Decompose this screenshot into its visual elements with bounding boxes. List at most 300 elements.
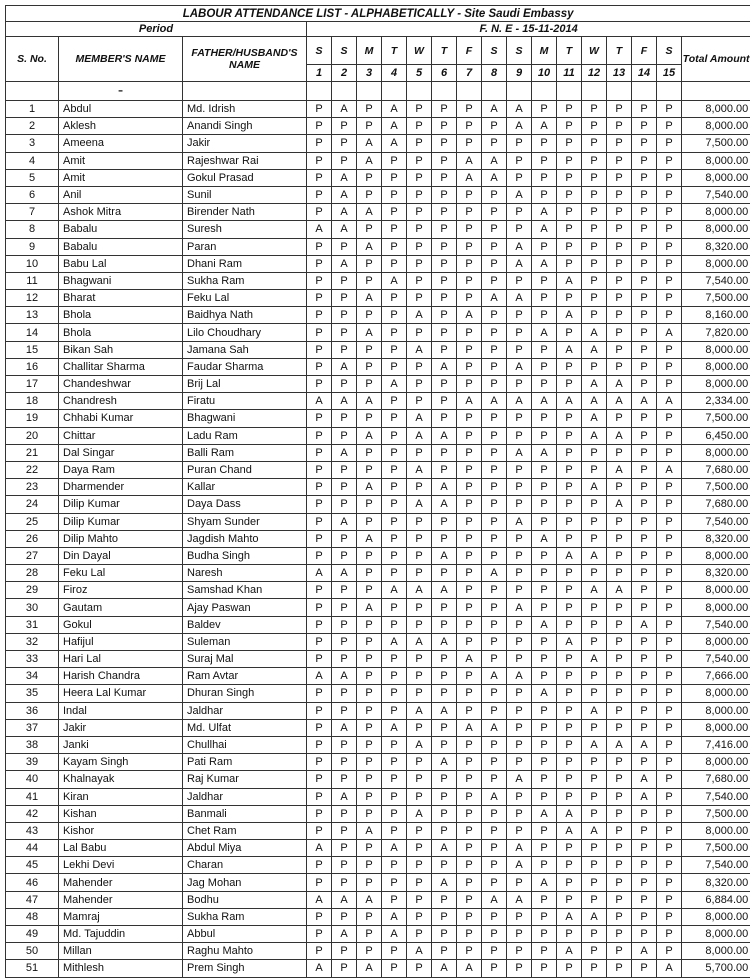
attendance-mark: P	[657, 204, 682, 221]
attendance-mark: P	[557, 754, 582, 771]
attendance-mark: P	[482, 771, 507, 788]
attendance-mark: A	[332, 891, 357, 908]
member-name: Anil	[59, 186, 183, 203]
attendance-mark: A	[307, 565, 332, 582]
attendance-mark: P	[632, 874, 657, 891]
attendance-mark: P	[457, 186, 482, 203]
attendance-mark: P	[382, 204, 407, 221]
attendance-mark: A	[557, 341, 582, 358]
attendance-mark: P	[432, 444, 457, 461]
attendance-mark: P	[457, 943, 482, 960]
attendance-mark: P	[382, 324, 407, 341]
attendance-mark: P	[357, 118, 382, 135]
attendance-mark: A	[507, 444, 532, 461]
attendance-mark: P	[557, 513, 582, 530]
table-row	[6, 272, 750, 289]
attendance-mark: P	[632, 341, 657, 358]
attendance-mark: A	[557, 908, 582, 925]
attendance-mark: P	[457, 513, 482, 530]
attendance-mark: P	[607, 874, 632, 891]
attendance-mark: P	[307, 702, 332, 719]
attendance-mark: P	[432, 204, 457, 221]
attendance-mark: P	[357, 410, 382, 427]
attendance-mark: P	[357, 840, 382, 857]
father-name: Ajay Paswan	[183, 599, 307, 616]
attendance-mark: P	[307, 926, 332, 943]
attendance-mark: P	[582, 754, 607, 771]
attendance-mark: A	[532, 118, 557, 135]
attendance-mark: P	[582, 204, 607, 221]
table-row	[6, 960, 750, 977]
member-name: Millan	[59, 943, 183, 960]
attendance-mark: A	[507, 840, 532, 857]
attendance-mark: P	[432, 461, 457, 478]
father-name: Dhuran Singh	[183, 685, 307, 702]
attendance-mark: P	[507, 822, 532, 839]
total-amount: 8,000.00	[682, 719, 750, 736]
father-name: Baldev	[183, 616, 307, 633]
day-number: 12	[582, 65, 607, 82]
attendance-mark: P	[532, 754, 557, 771]
table-row	[6, 410, 750, 427]
attendance-mark: P	[657, 822, 682, 839]
father-name: Faudar Sharma	[183, 358, 307, 375]
attendance-mark: A	[307, 960, 332, 977]
attendance-mark: A	[632, 393, 657, 410]
serial-number: 23	[6, 479, 59, 496]
attendance-mark: P	[582, 255, 607, 272]
attendance-mark: P	[607, 668, 632, 685]
attendance-mark: P	[457, 221, 482, 238]
attendance-mark: P	[607, 943, 632, 960]
attendance-mark: P	[582, 444, 607, 461]
father-name: Pati Ram	[183, 754, 307, 771]
attendance-mark: P	[457, 358, 482, 375]
attendance-mark: P	[657, 444, 682, 461]
attendance-mark: P	[557, 152, 582, 169]
attendance-mark: A	[482, 891, 507, 908]
attendance-mark: P	[457, 238, 482, 255]
attendance-mark: P	[307, 186, 332, 203]
attendance-mark: P	[557, 238, 582, 255]
day-header: T	[607, 37, 632, 65]
attendance-mark: P	[657, 582, 682, 599]
attendance-mark: P	[507, 874, 532, 891]
attendance-mark: P	[657, 685, 682, 702]
attendance-mark: P	[557, 376, 582, 393]
attendance-mark: A	[332, 926, 357, 943]
attendance-mark: P	[582, 238, 607, 255]
attendance-mark: P	[632, 805, 657, 822]
attendance-mark: P	[407, 530, 432, 547]
member-name: Abdul	[59, 101, 183, 118]
attendance-mark: P	[407, 444, 432, 461]
total-amount: 8,000.00	[682, 943, 750, 960]
day-number: 1	[307, 65, 332, 82]
serial-number: 25	[6, 513, 59, 530]
attendance-mark: P	[457, 736, 482, 753]
total-amount: 7,500.00	[682, 290, 750, 307]
member-name: Khalnayak	[59, 771, 183, 788]
attendance-mark: P	[382, 479, 407, 496]
attendance-mark: P	[557, 788, 582, 805]
attendance-mark: P	[632, 530, 657, 547]
table-row	[6, 840, 750, 857]
attendance-table	[5, 5, 750, 978]
attendance-mark: P	[307, 290, 332, 307]
attendance-mark: P	[507, 736, 532, 753]
serial-number: 42	[6, 805, 59, 822]
attendance-mark: P	[557, 186, 582, 203]
attendance-mark: P	[407, 221, 432, 238]
attendance-mark: P	[332, 771, 357, 788]
serial-number: 49	[6, 926, 59, 943]
serial-number: 38	[6, 736, 59, 753]
attendance-mark: P	[657, 874, 682, 891]
attendance-mark: P	[657, 926, 682, 943]
attendance-mark: P	[482, 427, 507, 444]
attendance-mark: P	[357, 668, 382, 685]
attendance-mark: P	[557, 324, 582, 341]
attendance-mark: P	[457, 530, 482, 547]
attendance-mark: P	[632, 857, 657, 874]
father-name: Budha Singh	[183, 547, 307, 564]
attendance-mark: P	[332, 651, 357, 668]
attendance-mark: P	[507, 341, 532, 358]
attendance-mark: A	[382, 908, 407, 925]
table-row	[6, 427, 750, 444]
total-amount: 7,680.00	[682, 461, 750, 478]
attendance-mark: P	[632, 255, 657, 272]
member-name: Chandresh	[59, 393, 183, 410]
attendance-mark: P	[657, 307, 682, 324]
member-name: Kishan	[59, 805, 183, 822]
attendance-mark: P	[557, 444, 582, 461]
attendance-mark: P	[382, 805, 407, 822]
total-amount: 7,540.00	[682, 186, 750, 203]
total-amount: 8,000.00	[682, 376, 750, 393]
attendance-mark: P	[457, 891, 482, 908]
attendance-mark: P	[332, 822, 357, 839]
attendance-mark: A	[407, 805, 432, 822]
attendance-mark: A	[532, 255, 557, 272]
attendance-mark: A	[482, 101, 507, 118]
attendance-mark: P	[457, 840, 482, 857]
total-amount: 8,000.00	[682, 547, 750, 564]
attendance-mark: P	[357, 255, 382, 272]
serial-number: 2	[6, 118, 59, 135]
member-name: Mahender	[59, 874, 183, 891]
day-number: 11	[557, 65, 582, 82]
attendance-mark: P	[657, 341, 682, 358]
attendance-mark: P	[482, 960, 507, 977]
attendance-mark: P	[407, 874, 432, 891]
attendance-mark: A	[507, 668, 532, 685]
attendance-mark: P	[632, 135, 657, 152]
attendance-mark: P	[657, 221, 682, 238]
father-name: Raj Kumar	[183, 771, 307, 788]
attendance-mark: P	[457, 633, 482, 650]
attendance-mark: P	[357, 719, 382, 736]
attendance-mark: P	[657, 169, 682, 186]
member-name: Dharmender	[59, 479, 183, 496]
attendance-mark: P	[357, 444, 382, 461]
attendance-mark: P	[307, 822, 332, 839]
attendance-mark: P	[332, 736, 357, 753]
attendance-mark: P	[632, 685, 657, 702]
attendance-mark: P	[382, 186, 407, 203]
serial-number: 51	[6, 960, 59, 977]
total-amount: 7,680.00	[682, 496, 750, 513]
day-number: 4	[382, 65, 407, 82]
attendance-mark: P	[457, 599, 482, 616]
attendance-mark: P	[432, 822, 457, 839]
father-name: Raghu Mahto	[183, 943, 307, 960]
attendance-mark: A	[407, 702, 432, 719]
day-number: 6	[432, 65, 457, 82]
father-name: Paran	[183, 238, 307, 255]
attendance-mark: A	[632, 788, 657, 805]
table-row	[6, 444, 750, 461]
attendance-mark: P	[357, 307, 382, 324]
attendance-mark: P	[407, 135, 432, 152]
attendance-mark: P	[507, 272, 532, 289]
total-amount: 7,666.00	[682, 668, 750, 685]
attendance-mark: P	[332, 547, 357, 564]
attendance-mark: P	[332, 272, 357, 289]
attendance-mark: P	[357, 513, 382, 530]
attendance-mark: P	[532, 461, 557, 478]
attendance-mark: P	[482, 358, 507, 375]
attendance-mark: P	[432, 290, 457, 307]
attendance-mark: P	[307, 410, 332, 427]
attendance-mark: A	[407, 427, 432, 444]
total-amount: 2,334.00	[682, 393, 750, 410]
father-name: Birender Nath	[183, 204, 307, 221]
attendance-mark: P	[482, 926, 507, 943]
attendance-mark: P	[332, 857, 357, 874]
member-name: Firoz	[59, 582, 183, 599]
attendance-mark: P	[307, 547, 332, 564]
attendance-mark: P	[332, 754, 357, 771]
attendance-mark: P	[657, 410, 682, 427]
attendance-mark: P	[382, 822, 407, 839]
member-name: Gautam	[59, 599, 183, 616]
attendance-mark: P	[532, 272, 557, 289]
attendance-mark: P	[382, 461, 407, 478]
attendance-mark: P	[607, 840, 632, 857]
table-row	[6, 255, 750, 272]
attendance-mark: A	[582, 341, 607, 358]
attendance-mark: A	[582, 908, 607, 925]
attendance-mark: P	[582, 186, 607, 203]
attendance-mark: P	[432, 186, 457, 203]
attendance-mark: P	[432, 410, 457, 427]
attendance-mark: A	[507, 771, 532, 788]
attendance-mark: A	[557, 943, 582, 960]
attendance-mark: P	[532, 719, 557, 736]
attendance-mark: P	[657, 255, 682, 272]
attendance-mark: P	[507, 633, 532, 650]
attendance-mark: P	[357, 805, 382, 822]
attendance-mark: P	[532, 891, 557, 908]
attendance-mark: P	[582, 926, 607, 943]
attendance-mark: P	[557, 702, 582, 719]
attendance-mark: A	[357, 599, 382, 616]
attendance-mark: P	[607, 444, 632, 461]
attendance-mark: A	[582, 427, 607, 444]
father-name: Jagdish Mahto	[183, 530, 307, 547]
attendance-mark: P	[482, 410, 507, 427]
attendance-mark: P	[307, 908, 332, 925]
attendance-mark: P	[657, 805, 682, 822]
attendance-mark: P	[457, 135, 482, 152]
attendance-mark: A	[532, 805, 557, 822]
father-name: Md. Idrish	[183, 101, 307, 118]
serial-number: 36	[6, 702, 59, 719]
attendance-mark: P	[307, 736, 332, 753]
attendance-mark: P	[657, 702, 682, 719]
attendance-mark: A	[307, 840, 332, 857]
attendance-mark: P	[507, 427, 532, 444]
attendance-mark: P	[532, 186, 557, 203]
attendance-mark: A	[657, 960, 682, 977]
attendance-mark: P	[607, 702, 632, 719]
attendance-mark: P	[632, 101, 657, 118]
attendance-mark: P	[482, 547, 507, 564]
attendance-mark: P	[582, 221, 607, 238]
attendance-mark: A	[432, 496, 457, 513]
total-amount: 6,450.00	[682, 427, 750, 444]
attendance-mark: P	[657, 376, 682, 393]
attendance-mark: P	[407, 926, 432, 943]
attendance-mark: P	[482, 702, 507, 719]
attendance-mark: A	[407, 633, 432, 650]
table-row	[6, 633, 750, 650]
attendance-mark: P	[307, 135, 332, 152]
attendance-mark: P	[382, 410, 407, 427]
attendance-mark: P	[557, 668, 582, 685]
attendance-mark: P	[382, 668, 407, 685]
attendance-mark: P	[482, 754, 507, 771]
attendance-mark: P	[582, 307, 607, 324]
attendance-mark: P	[532, 702, 557, 719]
attendance-mark: P	[357, 565, 382, 582]
attendance-mark: A	[407, 943, 432, 960]
serial-number: 33	[6, 651, 59, 668]
attendance-mark: P	[657, 101, 682, 118]
attendance-mark: P	[307, 513, 332, 530]
attendance-mark: P	[457, 788, 482, 805]
attendance-mark: A	[457, 719, 482, 736]
attendance-mark: P	[657, 358, 682, 375]
father-name: Suraj Mal	[183, 651, 307, 668]
member-name: Ameena	[59, 135, 183, 152]
attendance-mark: P	[307, 496, 332, 513]
attendance-mark: P	[632, 719, 657, 736]
serial-number: 45	[6, 857, 59, 874]
attendance-mark: P	[307, 307, 332, 324]
attendance-mark: P	[557, 135, 582, 152]
attendance-mark: P	[582, 668, 607, 685]
attendance-mark: P	[457, 290, 482, 307]
serial-number: 1	[6, 101, 59, 118]
attendance-mark: P	[332, 118, 357, 135]
attendance-mark: P	[582, 461, 607, 478]
attendance-mark: P	[457, 376, 482, 393]
attendance-mark: P	[307, 874, 332, 891]
attendance-mark: P	[432, 771, 457, 788]
attendance-mark: P	[557, 410, 582, 427]
total-amount: 7,540.00	[682, 616, 750, 633]
attendance-mark: P	[307, 255, 332, 272]
attendance-mark: P	[407, 651, 432, 668]
attendance-mark: P	[582, 272, 607, 289]
serial-number: 17	[6, 376, 59, 393]
member-name: Harish Chandra	[59, 668, 183, 685]
attendance-mark: A	[357, 891, 382, 908]
attendance-mark: P	[482, 513, 507, 530]
attendance-mark: P	[632, 822, 657, 839]
attendance-mark: P	[482, 582, 507, 599]
member-name: Bhola	[59, 307, 183, 324]
attendance-mark: P	[582, 290, 607, 307]
attendance-mark: P	[432, 513, 457, 530]
father-name: Md. Ulfat	[183, 719, 307, 736]
attendance-mark: P	[657, 908, 682, 925]
attendance-mark: P	[332, 840, 357, 857]
attendance-mark: P	[432, 152, 457, 169]
attendance-mark: P	[607, 530, 632, 547]
attendance-mark: P	[607, 754, 632, 771]
attendance-mark: P	[432, 135, 457, 152]
attendance-mark: P	[632, 376, 657, 393]
attendance-mark: P	[507, 926, 532, 943]
member-name: Dal Singar	[59, 444, 183, 461]
attendance-mark: A	[432, 358, 457, 375]
attendance-mark: P	[657, 668, 682, 685]
table-row	[6, 582, 750, 599]
day-number: 15	[657, 65, 682, 82]
serial-number: 19	[6, 410, 59, 427]
attendance-mark: A	[357, 479, 382, 496]
table-row	[6, 101, 750, 118]
attendance-mark: A	[657, 393, 682, 410]
attendance-mark: A	[357, 204, 382, 221]
attendance-mark: P	[432, 393, 457, 410]
attendance-mark: P	[332, 633, 357, 650]
attendance-mark: P	[657, 771, 682, 788]
attendance-mark: A	[507, 186, 532, 203]
serial-number: 46	[6, 874, 59, 891]
attendance-mark: P	[382, 736, 407, 753]
table-row	[6, 822, 750, 839]
total-amount: 8,000.00	[682, 685, 750, 702]
attendance-mark: P	[532, 238, 557, 255]
day-number: 5	[407, 65, 432, 82]
attendance-mark: P	[482, 135, 507, 152]
total-amount: 8,000.00	[682, 358, 750, 375]
attendance-mark: P	[457, 805, 482, 822]
serial-number: 48	[6, 908, 59, 925]
attendance-mark: P	[482, 272, 507, 289]
attendance-mark: P	[332, 152, 357, 169]
serial-number: 41	[6, 788, 59, 805]
attendance-mark: P	[407, 960, 432, 977]
table-row	[6, 788, 750, 805]
attendance-mark: P	[532, 822, 557, 839]
attendance-mark: P	[457, 341, 482, 358]
